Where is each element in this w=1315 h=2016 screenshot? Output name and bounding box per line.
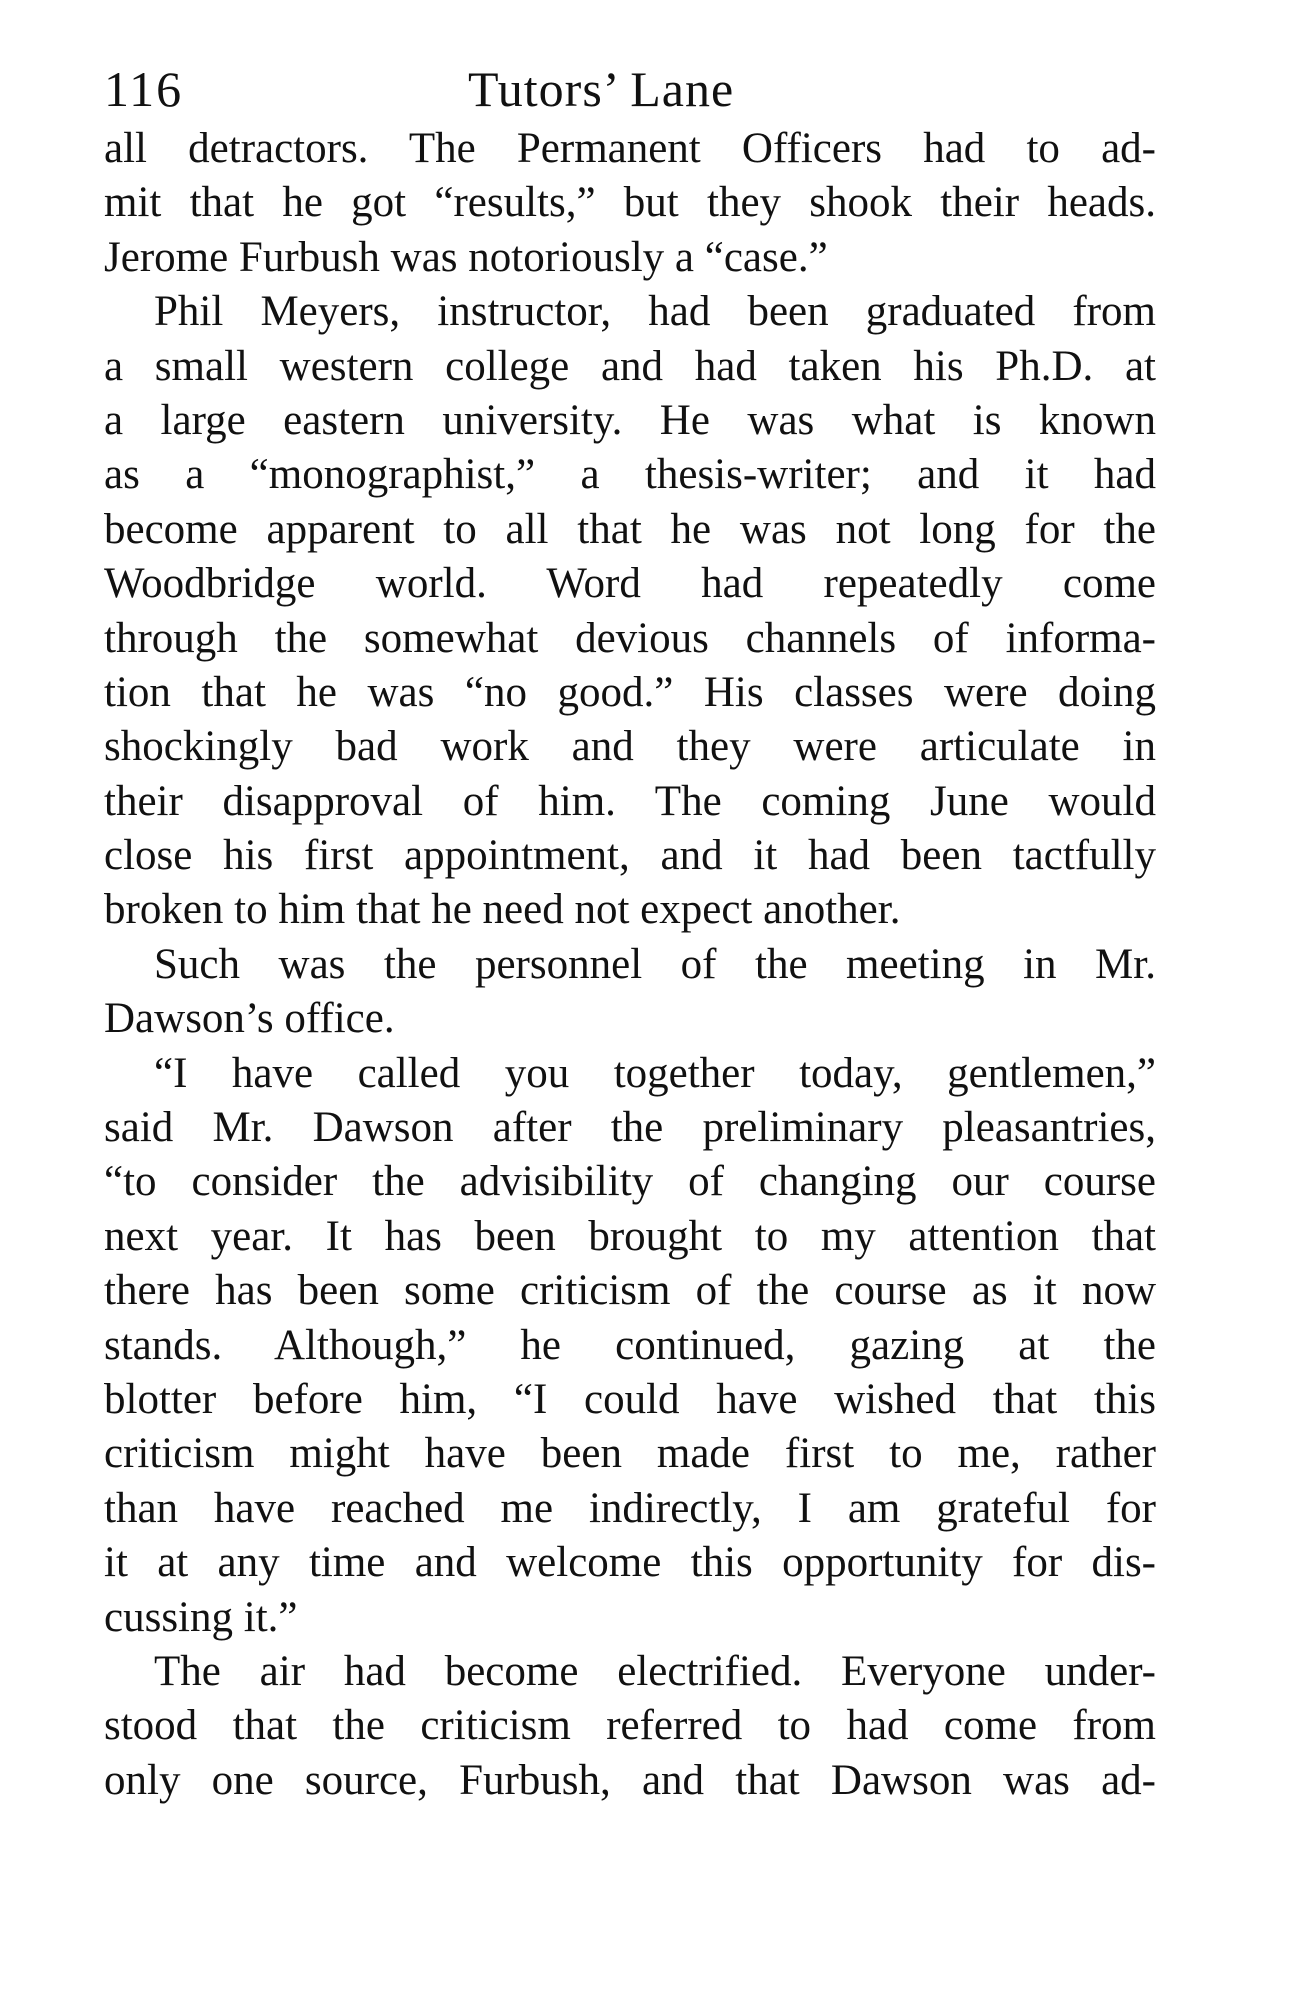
text-line: The air had become electrified. Everyone under- [154, 1647, 1156, 1695]
text-line: “I have called you together today, gentlemen,” [154, 1049, 1156, 1097]
text-line: through the somewhat devious channels of informa- [104, 614, 1156, 662]
page-header [104, 56, 1164, 122]
text-line: “to consider the advisibility of changing our course [104, 1158, 1156, 1206]
text-line: Such was the personnel of the meeting in Mr. [154, 940, 1156, 988]
text-line: tion that he was “no good.” His classes were doing [104, 668, 1156, 716]
text-line: a small western college and had taken his Ph.D. at [104, 342, 1156, 390]
text-line: all detractors. The Permanent Officers had to ad- [104, 125, 1156, 172]
text-line: blotter before him, “I could have wished that this [104, 1375, 1156, 1423]
text-line: Jerome Furbush was notoriously a “case.” [104, 233, 828, 281]
text-line: a large eastern university. He was what is known [104, 396, 1156, 444]
text-line: only one source, Furbush, and that Dawson was ad- [104, 1756, 1156, 1804]
text-line: mit that he got “results,” but they shook their heads. [104, 179, 1156, 227]
text-line: there has been some criticism of the course as it now [104, 1267, 1156, 1315]
text-line: Phil Meyers, instructor, had been graduated from [154, 288, 1156, 336]
text-line: criticism might have been made first to me, rather [104, 1430, 1156, 1478]
text-line: become apparent to all that he was not long for the [104, 505, 1156, 553]
text-line: stands. Although,” he continued, gazing at the [104, 1321, 1156, 1369]
text-line: close his first appointment, and it had been tactfully [104, 832, 1156, 880]
text-line: than have reached me indirectly, I am grateful for [104, 1484, 1156, 1532]
text-line: cussing it.” [104, 1593, 298, 1641]
text-line: next year. It has been brought to my attention that [104, 1212, 1156, 1260]
text-line: shockingly bad work and they were articulate in [104, 723, 1156, 771]
text-line: said Mr. Dawson after the preliminary pleasantries, [104, 1104, 1156, 1152]
text-line: as a “monographist,” a thesis-writer; and it had [104, 451, 1156, 499]
text-line: their disapproval of him. The coming June would [104, 777, 1156, 825]
text-line: it at any time and welcome this opportunity for dis- [104, 1539, 1156, 1587]
text-line: broken to him that he need not expect another. [104, 886, 901, 934]
page-number: 116 [104, 61, 184, 117]
running-title: Tutors’ Lane [468, 61, 735, 117]
text-line: stood that the criticism referred to had come from [104, 1702, 1156, 1750]
body-text [104, 122, 1156, 1808]
text-line: Woodbridge world. Word had repeatedly come [104, 560, 1156, 608]
text-line: Dawson’s office. [104, 995, 395, 1043]
